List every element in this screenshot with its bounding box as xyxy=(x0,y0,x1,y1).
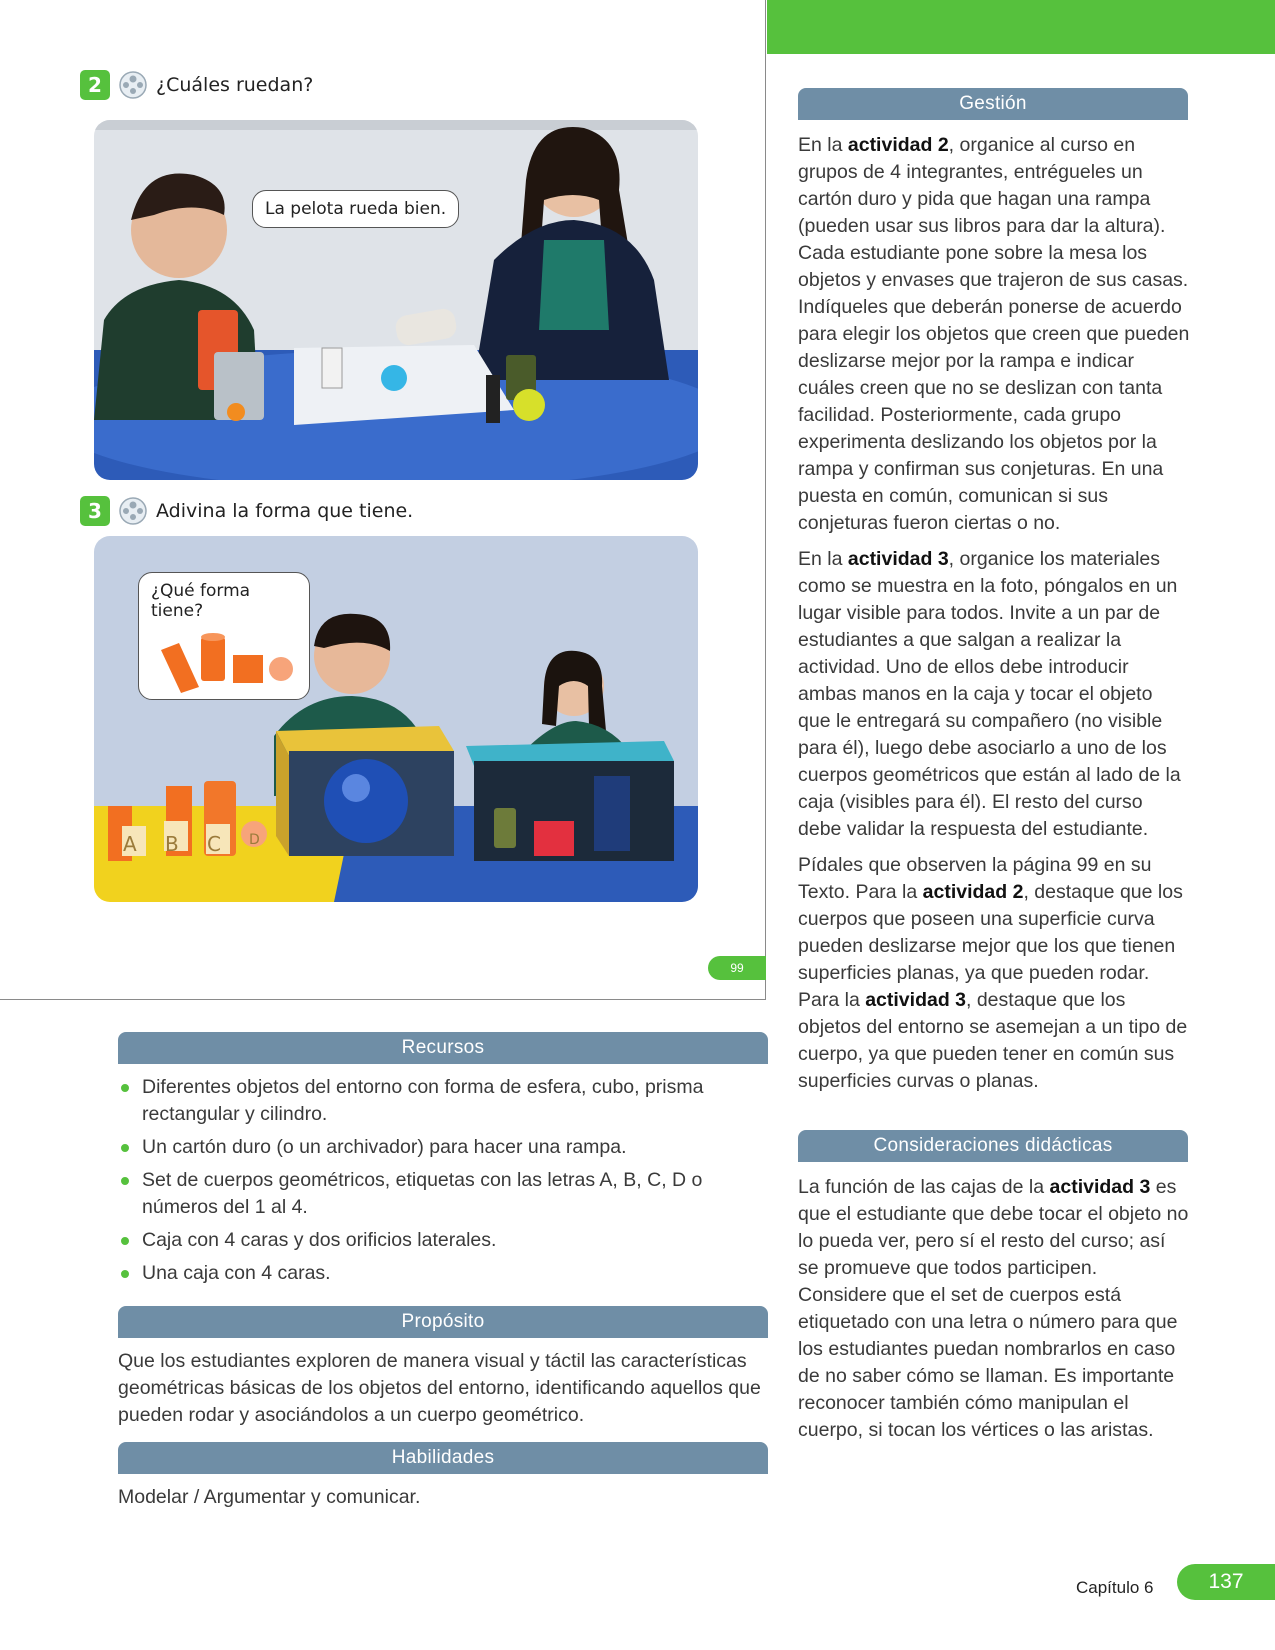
solid-label-c: C xyxy=(207,832,221,856)
proposito-text: Que los estudiantes exploren de manera visual y táctil las características geométricas básicas de los objetos del entorno, identificando aquellos que pueden rodar y asociándolos a un cuerpo geométrico. xyxy=(118,1350,761,1426)
activity-title: Adivina la forma que tiene. xyxy=(156,500,414,522)
activity-title: ¿Cuáles ruedan? xyxy=(156,74,314,96)
top-color-bar xyxy=(767,0,1275,54)
solid-label-a: A xyxy=(123,832,137,856)
student-page-number: 99 xyxy=(708,956,766,980)
activity-3-photo xyxy=(94,536,698,902)
gestion-body xyxy=(798,132,1190,1104)
bubble-question: ¿Qué forma tiene? xyxy=(151,581,251,621)
student-page xyxy=(0,0,766,1000)
solid-label-d: D xyxy=(249,832,260,848)
habilidades-header: Habilidades xyxy=(118,1442,768,1474)
activity-2-photo xyxy=(94,120,698,480)
chapter-label: Capítulo 6 xyxy=(1076,1578,1154,1597)
consideraciones-body xyxy=(798,1174,1190,1453)
speech-bubble: La pelota rueda bien. xyxy=(252,190,459,228)
gestion-header: Gestión xyxy=(798,88,1188,120)
consideraciones-header: Consideraciones didácticas xyxy=(798,1130,1188,1162)
recurso-item: Un cartón duro (o un archivador) para hacer una rampa. xyxy=(118,1134,768,1161)
page-number: 137 xyxy=(1177,1564,1275,1600)
recurso-item: Una caja con 4 caras. xyxy=(118,1260,768,1287)
group-work-icon xyxy=(118,496,148,526)
activity-2-heading xyxy=(80,70,313,100)
recursos-list xyxy=(118,1074,768,1293)
group-work-icon xyxy=(118,70,148,100)
geometric-solids-illustration xyxy=(151,625,301,695)
speech-bubble xyxy=(138,572,310,700)
recurso-item: Set de cuerpos geométricos, etiquetas con las letras A, B, C, D o números del 1 al 4. xyxy=(118,1167,768,1221)
activity-number: 2 xyxy=(80,70,110,100)
habilidades-text: Modelar / Argumentar y comunicar. xyxy=(118,1486,421,1508)
gestion-paragraph: En la actividad 3, organice los materiales como se muestra en la foto, póngalos en un lugar visible para todos. Invite a un par de estudiantes a que salgan a realizar la actividad. Uno de ellos debe introducir ambas manos en la caja y tocar el objeto que le entregará su compañero (no visible para él), luego debe asociarlo a uno de los cuerpos geométricos que están al lado de la caja (visibles para él). El resto del curso debe validar la respuesta del estudiante. xyxy=(798,548,1181,840)
gestion-paragraph: En la actividad 2, organice al curso en grupos de 4 integrantes, entrégueles un cartón duro y pida que hagan una rampa (pueden usar sus libros para dar la altura). Cada estudiante pone sobre la mesa los objetos y envases que trajeron de sus casas. Indíqueles que deberán ponerse de acuerdo para elegir los objetos que creen que pueden deslizarse mejor por la rampa e indicar cuáles creen que no se deslizan con tanta facilidad. Posteriormente, cada grupo experimenta deslizando los objetos por la rampa y confirman sus conjeturas. En una puesta en común, comunican si sus conjeturas fueron ciertas o no. xyxy=(798,134,1190,534)
activity-3-heading xyxy=(80,496,413,526)
solid-label-b: B xyxy=(165,832,179,856)
consideraciones-paragraph: La función de las cajas de la actividad 3 es que el estudiante que debe tocar el objeto no lo pueda ver, pero sí el resto del curso; así se promueve que todos participen. Considere que el set de cuerpos está etiquetado con una letra o número para que los estudiantes puedan nombrarlos en caso de no saber cómo se llaman. Es importante reconocer también cómo manipulan el cuerpo, si tocan los vértices o las aristas. xyxy=(798,1176,1189,1441)
recurso-item: Diferentes objetos del entorno con forma de esfera, cubo, prisma rectangular y cilindro. xyxy=(118,1074,768,1128)
recurso-item: Caja con 4 caras y dos orificios laterales. xyxy=(118,1227,768,1254)
proposito-header: Propósito xyxy=(118,1306,768,1338)
recursos-header: Recursos xyxy=(118,1032,768,1064)
activity-number: 3 xyxy=(80,496,110,526)
gestion-paragraph: Pídales que observen la página 99 en su Texto. Para la actividad 2, destaque que los cuerpos que poseen una superficie curva pueden deslizarse mejor que los que tienen superficies planas, ya que pueden rodar. Para la actividad 3, destaque que los objetos del entorno se asemejan a un tipo de cuerpo, ya que pueden tener en común sus superficies curvas o planas. xyxy=(798,854,1188,1092)
